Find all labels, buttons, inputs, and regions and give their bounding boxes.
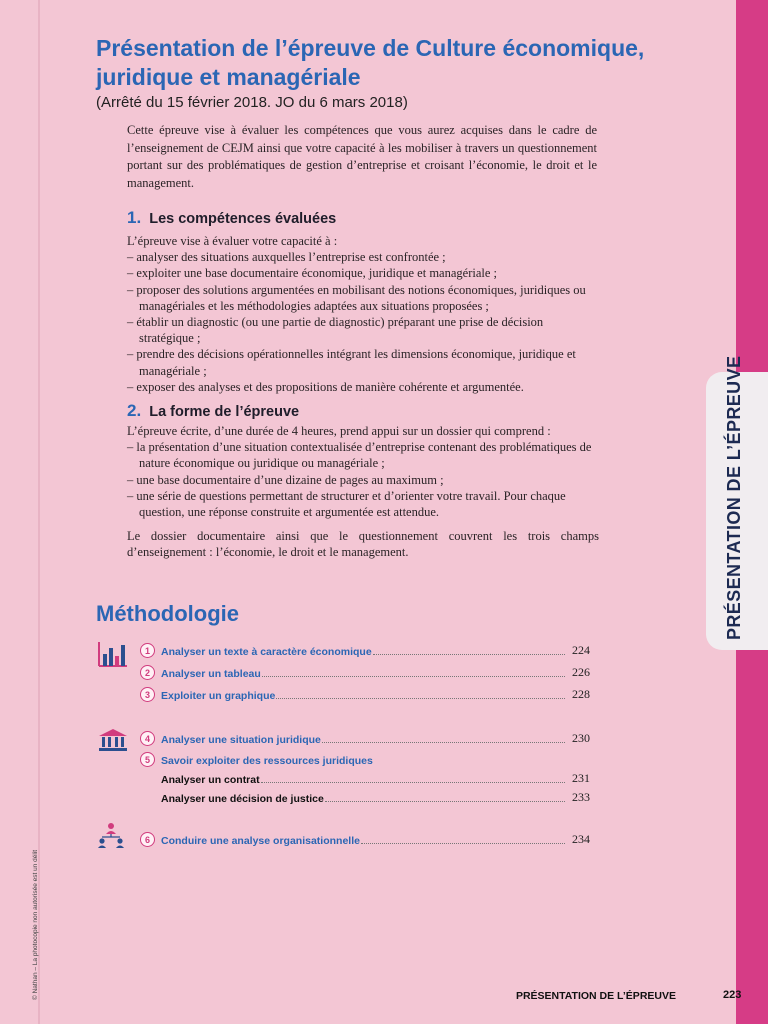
section-body-forme (127, 423, 599, 520)
toc-subentry[interactable] (161, 789, 590, 805)
list-item: – prendre des décisions opérationnelles intégrant les dimensions économique, juridique et managériale ; (127, 347, 576, 378)
page-subtitle: (Arrêté du 15 février 2018. JO du 6 mars 2018) (96, 94, 408, 111)
section-heading-competences (127, 208, 336, 228)
bar-chart-icon (97, 640, 129, 668)
page-number: 223 (723, 989, 742, 1001)
entry-label: Conduire une analyse organisationnelle (161, 835, 360, 847)
intro-paragraph: Cette épreuve vise à évaluer les compétences que vous aurez acquises dans le cadre de l’enseignement de CEJM ainsi que votre capacité à les mobiliser à travers un questionnement portant sur des problématiques de gestion d’entreprise et croisant l’économie, le droit et le management. (127, 123, 597, 190)
closing-paragraph: Le dossier documentaire ainsi que le questionnement couvrent les trois champs d’enseignement : l’économie, le droit et le management. (127, 529, 599, 560)
org-people-icon (96, 822, 126, 848)
dot-leader (322, 742, 565, 743)
competence-list (127, 249, 599, 395)
entry-label: Savoir exploiter des ressources juridiques (161, 755, 373, 767)
forme-list (127, 439, 599, 520)
toc-entry[interactable] (140, 730, 590, 746)
toc-entry[interactable] (140, 751, 590, 767)
list-item: – la présentation d’une situation contextualisée d’entreprise contenant des problématiques de nature économique ou juridique ou managériale ; (127, 440, 592, 471)
entry-number: 6 (140, 832, 155, 847)
section-title: Les compétences évaluées (149, 211, 337, 227)
entry-label: Exploiter un graphique (161, 690, 276, 702)
courthouse-icon (98, 728, 128, 752)
entry-page: 231 (572, 771, 590, 785)
section-number: 1. (127, 208, 142, 227)
section-lead: L’épreuve écrite, d’une durée de 4 heures, prend appui sur un dossier qui comprend : (127, 424, 551, 438)
entry-page: 230 (572, 731, 590, 745)
list-item: – exploiter une base documentaire économique, juridique et managériale ; (127, 266, 497, 281)
entry-page: 234 (572, 832, 590, 846)
entry-page: 226 (572, 665, 590, 679)
entry-page: 233 (572, 790, 590, 804)
dot-leader (262, 676, 565, 677)
list-item: – analyser des situations auxquelles l’entreprise est confrontée ; (127, 250, 446, 265)
entry-label: Analyser une décision de justice (161, 793, 324, 805)
entry-page: 228 (572, 687, 590, 701)
list-item: – une base documentaire d’une dizaine de pages au maximum ; (127, 472, 444, 487)
entry-number: 3 (140, 687, 155, 702)
entry-page: 224 (572, 643, 590, 657)
dot-leader (373, 654, 565, 655)
section-heading-forme (127, 401, 299, 421)
dot-leader (325, 801, 565, 802)
list-item: – une série de questions permettant de structurer et d’orienter votre travail. Pour chaque question, une réponse construite et argumentée est attendue. (127, 488, 566, 520)
section-lead: L’épreuve vise à évaluer votre capacité à : (127, 234, 338, 248)
toc-subentry[interactable] (161, 770, 590, 786)
entry-label: Analyser un contrat (161, 774, 260, 786)
toc-entry[interactable] (140, 664, 590, 680)
methodology-title: Méthodologie (96, 601, 239, 626)
toc-entry[interactable] (140, 642, 590, 658)
list-item: – proposer des solutions argumentées en mobilisant des notions économiques, juridiques ou managériales et les méthodologies adaptées aux situations proposées ; (127, 282, 586, 313)
footer-label: PRÉSENTATION DE L’ÉPREUVE (515, 990, 676, 1002)
copyright-notice: © Nathan – La photocopie non autorisée est un délit (32, 849, 39, 1000)
list-item: – exposer des analyses et des propositions de manière cohérente et argumentée. (127, 379, 524, 394)
section-number: 2. (127, 401, 142, 420)
dot-leader (261, 782, 565, 783)
entry-number: 1 (140, 643, 155, 658)
entry-number: 5 (140, 752, 155, 767)
section-body-competences (127, 233, 599, 395)
side-tab-label: PRÉSENTATION DE L’ÉPREUVE (724, 355, 744, 640)
entry-number: 4 (140, 731, 155, 746)
dot-leader (361, 843, 565, 844)
list-item: – établir un diagnostic (ou une partie de diagnostic) préparant une prise de décision stratégique ; (127, 315, 544, 346)
page-title: Présentation de l’épreuve de Culture économique, juridique et managériale (96, 35, 645, 90)
toc-entry[interactable] (140, 831, 590, 847)
entry-label: Analyser un tableau (161, 668, 261, 680)
toc-entry[interactable] (140, 686, 590, 702)
entry-label: Analyser un texte à caractère économique (161, 646, 372, 658)
section-title: La forme de l’épreuve (149, 404, 300, 420)
dot-leader (276, 698, 565, 699)
entry-label: Analyser une situation juridique (161, 734, 321, 746)
entry-number: 2 (140, 665, 155, 680)
